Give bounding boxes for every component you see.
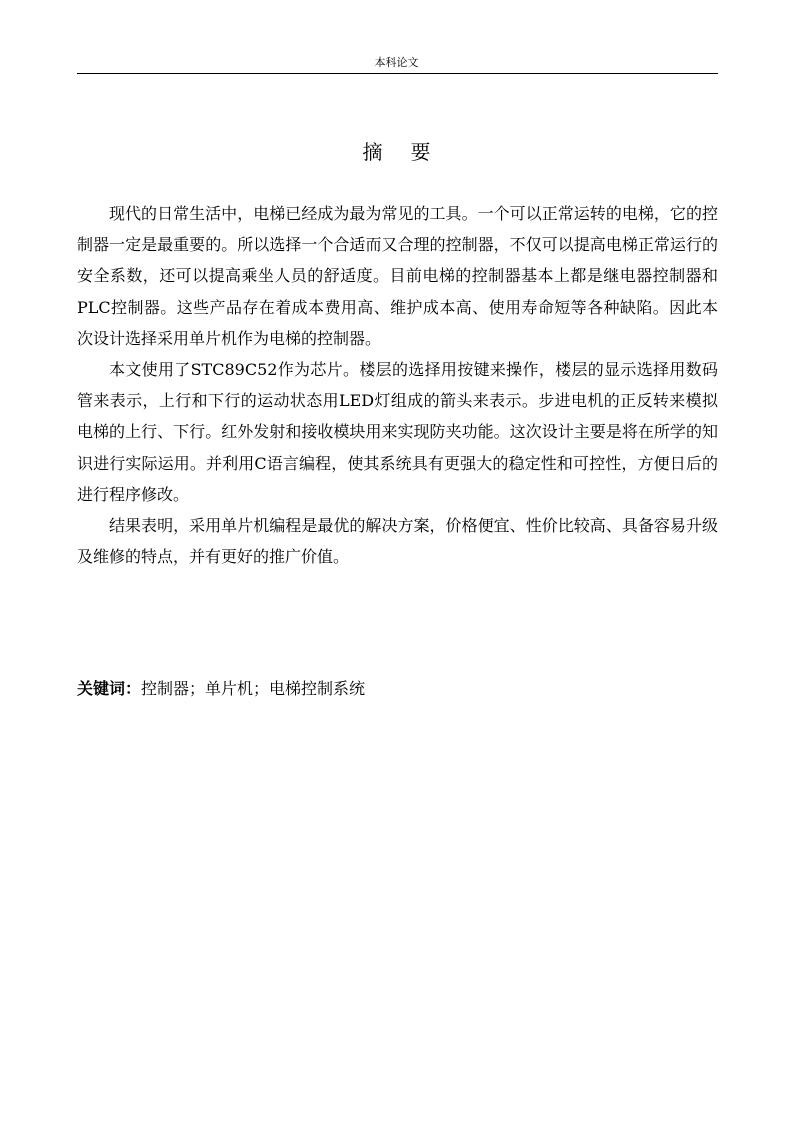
keywords-items: 控制器；单片机；电梯控制系统 — [141, 679, 366, 698]
keywords-label: 关键词： — [77, 679, 142, 698]
header-divider — [77, 73, 718, 74]
abstract-body — [77, 198, 718, 572]
keywords-line — [77, 674, 718, 704]
abstract-paragraph-3: 结果表明，采用单片机编程是最优的解决方案，价格便宜、性价比较高、具备容易升级及维修的特点，并有更好的推广价值。 — [77, 516, 718, 567]
abstract-paragraph-1: 现代的日常生活中，电梯已经成为最为常见的工具。一个可以正常运转的电梯，它的控制器一定是最重要的。所以选择一个合适而又合理的控制器，不仅可以提高电梯正常运行的安全系数，还可以提高乘坐人员的舒适度。目前电梯的控制器基本上都是继电器控制器和PLC控制器。这些产品存在着成本费用高、维护成本高、使用寿命短等各种缺陷。因此本次设计选择采用单片机作为电梯的控制器。 — [77, 204, 718, 348]
abstract-title: 摘要 — [362, 140, 459, 164]
running-header: 本科论文 — [374, 56, 419, 69]
abstract-paragraph-2: 本文使用了STC89C52作为芯片。楼层的选择用按键来操作，楼层的显示选择用数码管来表示，上行和下行的运动状态用LED灯组成的箭头来表示。步进电机的正反转来模拟电梯的上行、下行。红外发射和接收模块用来实现防夹功能。这次设计主要是将在所学的知识进行实际运用。并利用C语言编程，使其系统具有更强大的稳定性和可控性，方便日后的进行程序修改。 — [77, 360, 718, 504]
